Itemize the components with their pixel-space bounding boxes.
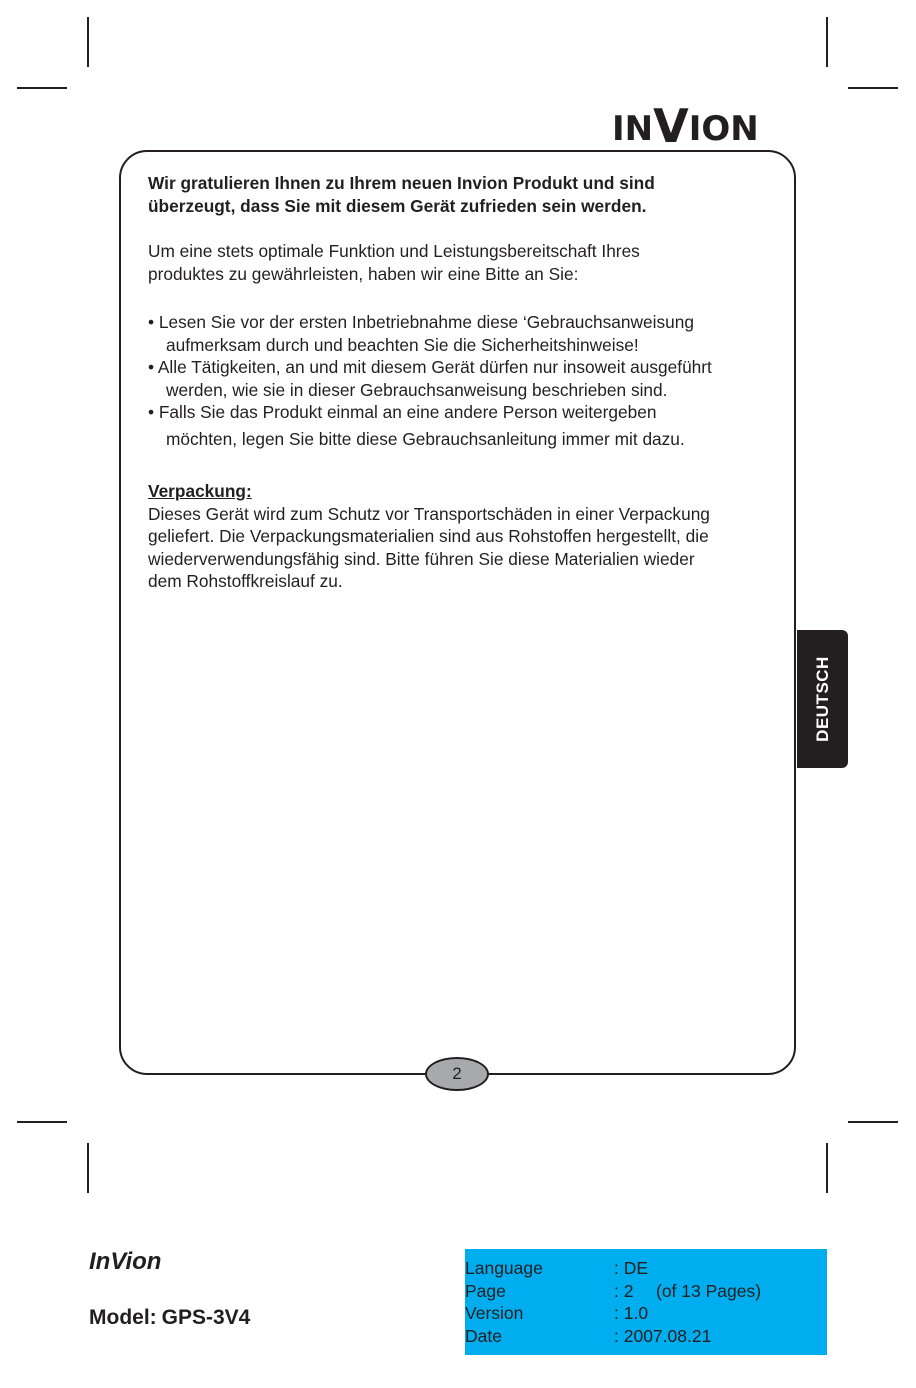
info-row-page — [465, 1280, 827, 1303]
bullet-2-line-1: • Alle Tätigkeiten, an und mit diesem Gerät dürfen nur insoweit ausgeführt — [148, 357, 712, 377]
logo-part-in: IN — [612, 109, 654, 149]
crop-mark-top-right-h — [848, 87, 898, 89]
info-page-total: (of 13 Pages) — [656, 1280, 762, 1301]
crop-mark-bottom-left-h — [17, 1121, 67, 1123]
packaging-line-3: wiederverwendungsfähig sind. Bitte führen Sie diese Materialien wieder — [148, 548, 695, 569]
info-row-language — [465, 1257, 827, 1280]
crop-mark-top-right-v — [826, 17, 828, 67]
intro-line-2: überzeugt, dass Sie mit diesem Gerät zufrieden sein werden. — [148, 195, 647, 216]
model-label: Model: — [89, 1306, 157, 1329]
model-value: GPS-3V4 — [161, 1306, 251, 1329]
invion-logo — [612, 99, 772, 153]
info-date-label: Date — [465, 1325, 502, 1346]
crop-mark-top-left-v — [87, 17, 89, 67]
crop-mark-bottom-right-h — [848, 1121, 898, 1123]
bullet-3-line-1: • Falls Sie das Produkt einmal an eine andere Person weitergeben — [148, 402, 657, 422]
packaging-line-2: geliefert. Die Verpackungsmaterialien sind aus Rohstoffen hergestellt, die — [148, 526, 709, 546]
info-version-value: : 1.0 — [614, 1303, 649, 1323]
page-number-badge — [425, 1057, 489, 1091]
logo-part-v: V — [653, 99, 689, 153]
request-line-1: Um eine stets optimale Funktion und Leistungsbereitschaft Ihres — [148, 241, 640, 261]
page-number: 2 — [452, 1064, 462, 1083]
language-tab-label: DEUTSCH — [812, 656, 832, 742]
bullet-2-line-2: werden, wie sie in dieser Gebrauchsanweisung beschrieben sind. — [166, 379, 668, 400]
crop-mark-bottom-left-v — [87, 1143, 89, 1193]
intro-line-1: Wir gratulieren Ihnen zu Ihrem neuen Invion Produkt und sind — [148, 173, 655, 193]
footer-brand: InVion — [89, 1248, 162, 1275]
request-line-2: produktes zu gewährleisten, haben wir eine Bitte an Sie: — [148, 263, 579, 284]
packaging-heading: Verpackung: — [148, 481, 252, 501]
document-info-box — [465, 1249, 827, 1355]
info-row-date — [465, 1325, 827, 1348]
info-date-value: : 2007.08.21 — [614, 1325, 712, 1346]
info-page-value-wrap — [614, 1280, 761, 1303]
packaging-line-1: Dieses Gerät wird zum Schutz vor Transportschäden in einer Verpackung — [148, 503, 710, 524]
bullet-3-line-2: möchten, legen Sie bitte diese Gebrauchsanleitung immer mit dazu. — [166, 428, 685, 449]
bullet-1-line-1: • Lesen Sie vor der ersten Inbetriebnahme diese ‘Gebrauchsanweisung — [148, 312, 694, 332]
footer-model — [89, 1306, 250, 1330]
info-language-label: Language — [465, 1258, 543, 1278]
crop-mark-bottom-right-v — [826, 1143, 828, 1193]
bullet-1-line-2: aufmerksam durch und beachten Sie die Sicherheitshinweise! — [166, 334, 639, 355]
logo-part-ion: ION — [688, 109, 759, 149]
info-page-label: Page — [465, 1280, 506, 1301]
packaging-line-4: dem Rohstoffkreislauf zu. — [148, 571, 343, 591]
info-version-label: Version — [465, 1303, 524, 1323]
page-content — [148, 172, 773, 593]
info-language-value: : DE — [614, 1258, 649, 1278]
language-tab — [797, 630, 848, 768]
crop-mark-top-left-h — [17, 87, 67, 89]
info-row-version — [465, 1302, 827, 1325]
info-page-value: : 2 — [614, 1280, 634, 1301]
